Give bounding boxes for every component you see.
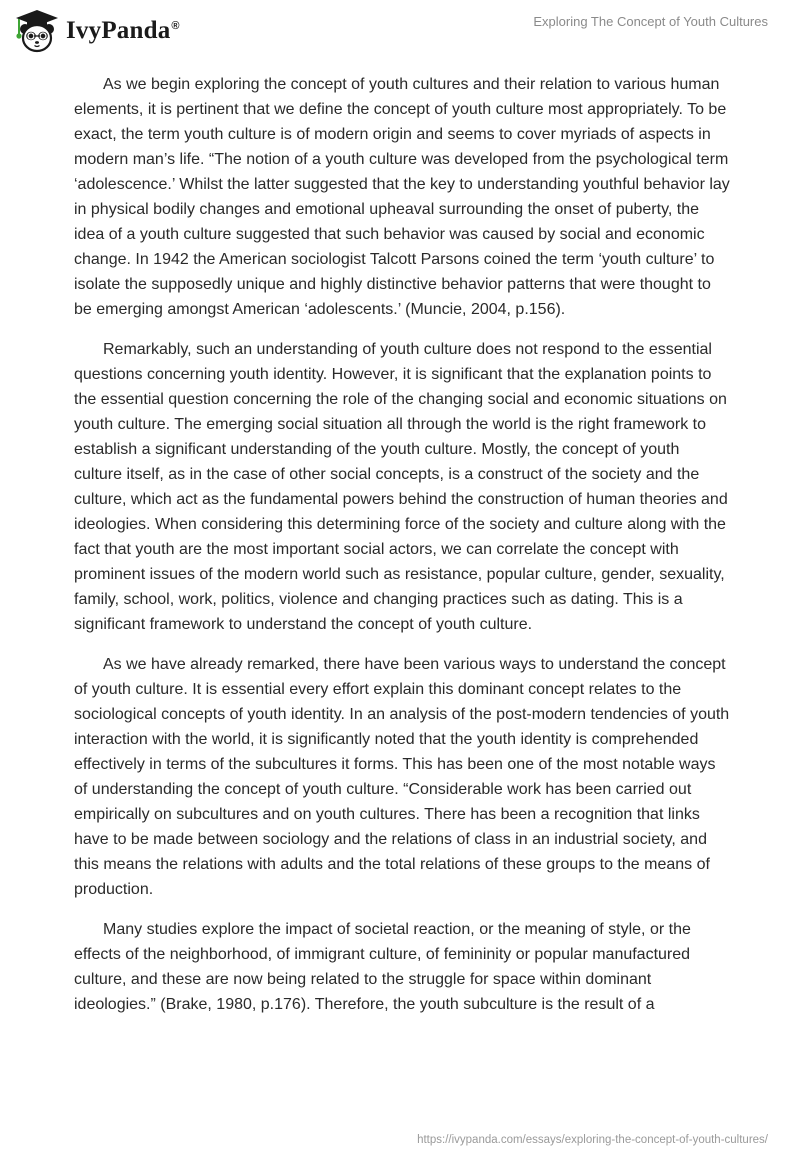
paragraph-4: Many studies explore the impact of societal reaction, or the meaning of style, or the effects of the neighborhood, of immigrant culture, of femininity or popular manufactured culture, and these are now being related to the struggle for space within dominant ideologies.” (Brake, 1980, p.176). Therefore, the youth subculture is the result of a	[74, 921, 691, 1013]
panda-graduate-icon	[14, 8, 60, 54]
paragraph-1: As we begin exploring the concept of youth cultures and their relation to various human elements, it is pertinent that we define the concept of youth culture most appropriately. To be exact, the term youth culture is of modern origin and seems to cover myriads of aspects in modern man’s life. “The notion of a youth culture was developed from the psychological term ‘adolescence.’ Whilst the latter suggested that the key to understanding youthful behavior lay in physical bodily changes and emotional upheaval surrounding the onset of puberty, the idea of a youth culture suggested that such behavior was caused by social and economic change. In 1942 the American sociologist Talcott Parsons coined the term ‘youth culture’ to isolate the supposedly unique and highly distinctive behavior patterns that were thought to be emerging amongst American ‘adolescents.’ (Muncie, 2004, p.156).	[74, 76, 730, 318]
paragraph-2: Remarkably, such an understanding of youth culture does not respond to the essential questions concerning youth identity. However, it is significant that the explanation points to the essential question concerning the role of the changing social and economic situations on youth culture. The emerging social situation all through the world is the right framework to establish a significant understanding of the youth culture. Mostly, the concept of youth culture itself, as in the case of other social concepts, is a construct of the society and the culture, which act as the fundamental powers behind the construction of human theories and ideologies. When considering this determining force of the society and culture along with the fact that youth are the most important social actors, we can correlate the concept with prominent issues of the modern world such as resistance, popular culture, gender, sexuality, family, school, work, politics, violence and changing practices such as dating. This is a significant framework to understand the concept of youth culture.	[74, 341, 728, 633]
source-url-link[interactable]: https://ivypanda.com/essays/exploring-the-concept-of-youth-cultures/	[417, 1134, 768, 1146]
essay-body	[74, 72, 730, 1032]
page-header	[0, 0, 800, 60]
paragraph-3: As we have already remarked, there have been various ways to understand the concept of youth culture. It is essential every effort explain this dominant concept relates to the sociological concepts of youth identity. In an analysis of the post-modern tendencies of youth interaction with the world, it is significantly noted that the youth identity is comprehended effectively in terms of the subcultures it forms. This has been one of the most notable ways of understanding the concept of youth culture. “Considerable work has been carried out empirically on subcultures and on youth cultures. There has been a recognition that links have to be made between sociology and the relations of class in an industrial society, and this means the relations with adults and the total relations of these groups to the means of production.	[74, 656, 730, 898]
ivypanda-logo[interactable]	[14, 6, 180, 56]
logo-wordmark	[66, 17, 180, 45]
document-title: Exploring The Concept of Youth Cultures	[533, 14, 768, 29]
registered-mark: ®	[171, 19, 180, 32]
logo-text: IvyPanda	[66, 17, 171, 44]
